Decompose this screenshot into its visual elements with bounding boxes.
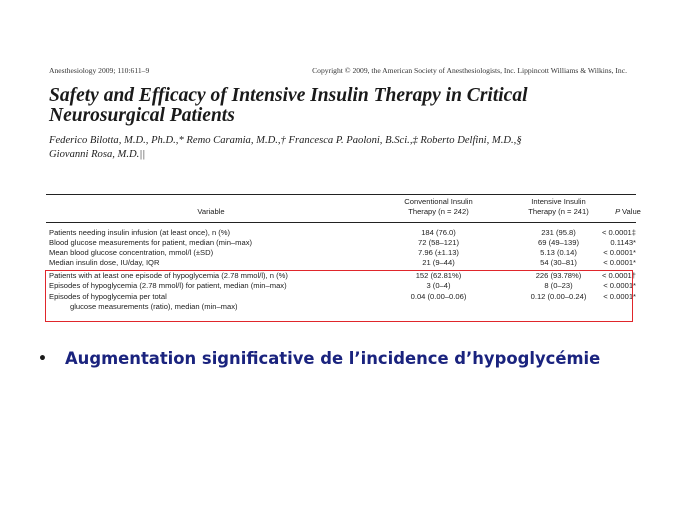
bullet-text: Augmentation significative de l’incidence d’hypoglycémie — [65, 349, 601, 368]
row-intensive: 226 (93.78%) — [535, 271, 582, 280]
header-conventional-line-2: Therapy (n = 242) — [408, 206, 469, 216]
bullet-point — [38, 349, 658, 377]
authors-line-1: Federico Bilotta, M.D., Ph.D.,* Remo Caramia, M.D.,† Francesca P. Paoloni, B.Sci.,‡ Roberto Delfini, M.D.,§ — [49, 135, 522, 146]
row-conventional: 184 (76.0) — [421, 228, 456, 237]
row-intensive: 0.12 (0.00–0.24) — [530, 292, 587, 301]
row-variable: Episodes of hypoglycemia (2.78 mmol/l) for patient, median (min–max) — [49, 281, 287, 290]
row-intensive: 231 (95.8) — [541, 228, 576, 237]
row-variable: glucose measurements (ratio), median (min–max) — [70, 302, 238, 311]
title-line-2: Neurosurgical Patients — [49, 105, 235, 126]
citation: Anesthesiology 2009; 110:611–9 — [49, 66, 150, 75]
header-conventional-line-1: Conventional Insulin — [404, 197, 473, 206]
authors-line-2: Giovanni Rosa, M.D.|| — [49, 148, 146, 160]
article-title — [49, 86, 639, 126]
journal-header — [49, 66, 627, 78]
copyright: Copyright © 2009, the American Society of Anesthesiologists, Inc. Lippincott Williams & Wilkins, Inc. — [312, 66, 627, 75]
row-conventional: 0.04 (0.00–0.06) — [410, 292, 467, 301]
row-conventional: 152 (62.81%) — [415, 271, 462, 280]
row-variable: Blood glucose measurements for patient, median (min–max) — [49, 238, 253, 247]
row-conventional: 72 (58–121) — [418, 238, 459, 247]
row-variable: Episodes of hypoglycemia per total — [49, 292, 167, 301]
row-pvalue: < 0.0001* — [603, 258, 636, 267]
row-intensive: 54 (30–81) — [540, 258, 577, 267]
header-intensive-line-2: Therapy (n = 241) — [528, 206, 589, 216]
row-conventional: 7.96 (±1.13) — [418, 248, 459, 257]
row-conventional: 3 (0–4) — [426, 281, 451, 290]
row-variable: Patients needing insulin infusion (at least once), n (%) — [49, 228, 231, 237]
row-variable: Patients with at least one episode of hypoglycemia (2.78 mmol/l), n (%) — [49, 271, 288, 280]
hypoglycemia-highlight-box — [45, 270, 633, 322]
header-pvalue-p: P — [615, 207, 620, 216]
table-row — [46, 238, 636, 248]
row-pvalue: < 0.0001* — [603, 281, 636, 290]
row-variable: Median insulin dose, IU/day, IQR — [49, 258, 160, 267]
table-header-rule — [46, 222, 636, 223]
table-top-rule — [46, 194, 636, 195]
header-conventional — [376, 197, 501, 216]
header-intensive-line-1: Intensive Insulin — [531, 197, 586, 206]
row-variable: Mean blood glucose concentration, mmol/l (±SD) — [49, 248, 214, 257]
bullet-symbol: • — [38, 351, 47, 367]
table-row — [46, 248, 636, 258]
row-intensive: 69 (49–139) — [538, 238, 579, 247]
row-pvalue: < 0.0001† — [602, 271, 636, 280]
header-pvalue-label: Value — [622, 207, 641, 216]
table-row — [46, 258, 636, 268]
row-pvalue: < 0.0001* — [603, 292, 636, 301]
row-pvalue: < 0.0001‡ — [602, 228, 636, 237]
title-line-1: Safety and Efficacy of Intensive Insulin Therapy in Critical — [49, 85, 528, 106]
row-pvalue: < 0.0001* — [603, 248, 636, 257]
row-intensive: 8 (0–23) — [544, 281, 573, 290]
row-conventional: 21 (9–44) — [422, 258, 455, 267]
author-list — [49, 134, 609, 161]
header-variable: Variable — [197, 207, 225, 216]
table-row — [46, 228, 636, 238]
header-pvalue — [598, 207, 658, 217]
row-pvalue: 0.1143* — [610, 238, 636, 247]
row-intensive: 5.13 (0.14) — [540, 248, 577, 257]
